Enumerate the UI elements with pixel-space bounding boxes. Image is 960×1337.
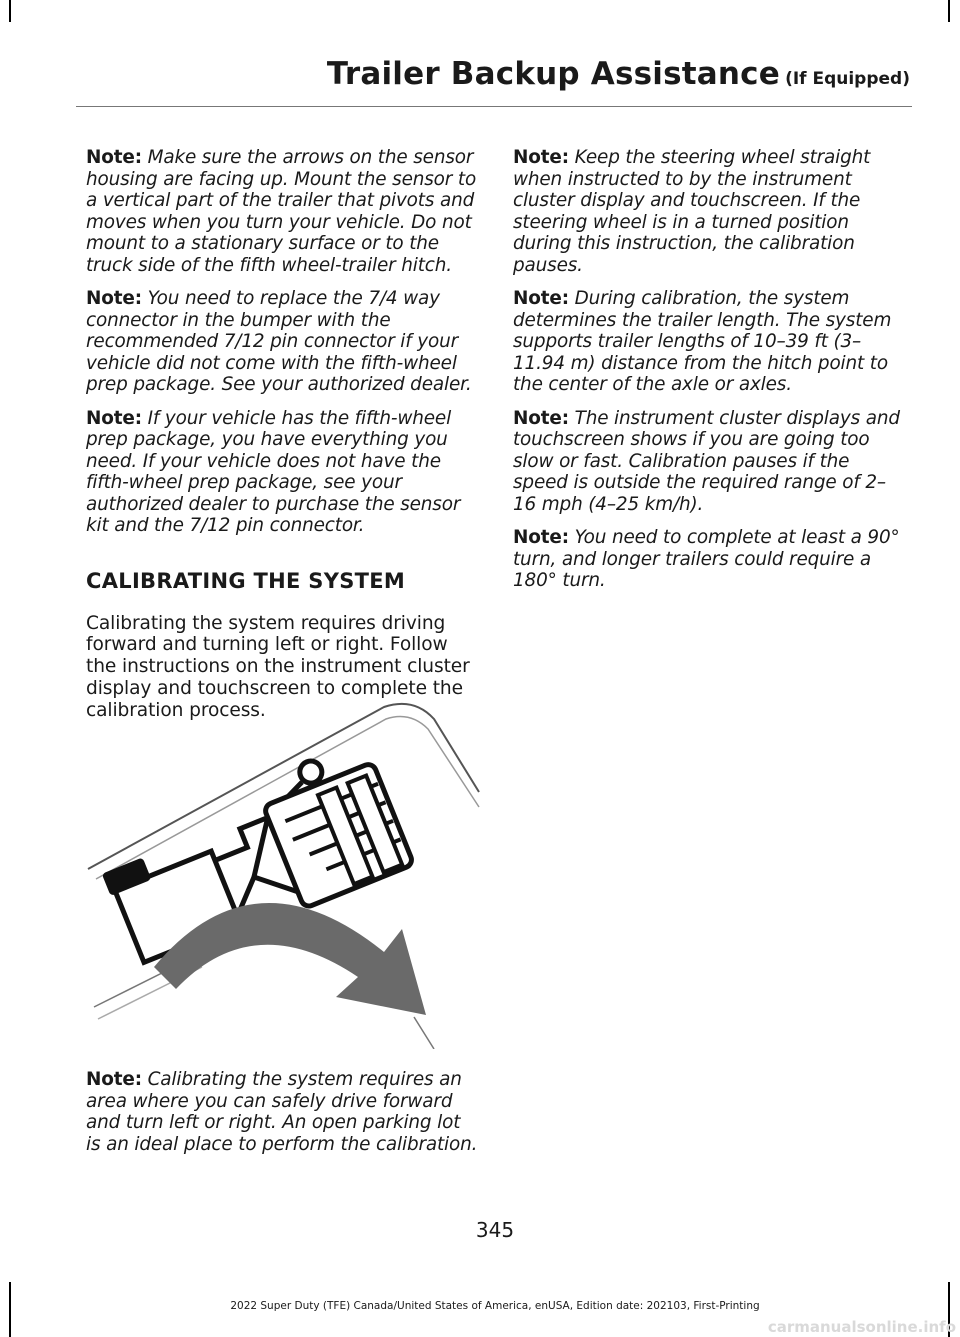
left-column [86,147,478,721]
note-label: Note: [513,527,569,548]
note-label: Note: [513,407,569,429]
note-text: You need to complete at least a 90° turn, and longer trailers could require a 180° turn. [513,527,900,591]
note-label: Note: [86,147,142,168]
note-text: Calibrating the system requires an area where you can safely drive forward and turn left or right. An open parking lot is an ideal place to perform the calibration. [86,1069,478,1155]
note-paragraph [513,527,905,592]
watermark: carmanualsonline.info [767,1318,956,1336]
header-divider [76,106,912,107]
calibration-illustration [84,697,480,1049]
page-title-suffix: (If Equipped) [785,69,910,89]
note-text: If your vehicle has the fifth-wheel prep package, you have everything you need. If your vehicle does not have the fifth-wheel prep package, see your authorized dealer to purchase the sensor kit and the 7/12 pin connector. [86,407,461,536]
note-paragraph [86,147,478,276]
note-paragraph [86,408,478,537]
note-label: Note: [86,288,142,309]
right-column [513,147,905,604]
page-title: Trailer Backup Assistance [326,56,780,92]
crop-mark-top-left [9,0,11,22]
note-paragraph [513,408,905,516]
page-number: 345 [475,1218,515,1242]
note-text: During calibration, the system determines the trailer length. The system supports trailer lengths of 10–39 ft (3–11.94 m) distance from the hitch point to the center of the axle or axles. [513,288,892,395]
note-paragraph [86,1069,478,1155]
section-body: Calibrating the system requires driving forward and turning left or right. Follow the instructions on the instrument cluster display and touchscreen to complete the calibration process. [86,612,470,721]
note-text: Keep the steering wheel straight when instructed to by the instrument cluster display and touchscreen. If the steering wheel is in a turned position during this instruction, the calibration pauses. [513,147,871,276]
note-paragraph [86,288,478,396]
page-footer: 2022 Super Duty (TFE) Canada/United States of America, enUSA, Edition date: 202103, First-Printing [230,1300,760,1312]
note-text: You need to replace the 7/4 way connector in the bumper with the recommended 7/12 pin connector if your vehicle did not come with the fifth-wheel prep package. See your authorized dealer. [86,288,472,395]
note-label: Note: [513,288,569,309]
note-label: Note: [86,407,142,429]
note-label: Note: [86,1069,142,1090]
crop-mark-top-right [948,0,950,22]
note-paragraph [513,147,905,276]
note-text: The instrument cluster displays and touchscreen shows if you are going too slow or fast. Calibration pauses if the speed is outside the required range of 2–16 mph (4–25 km/h). [513,407,900,515]
bottom-note [86,1069,478,1167]
trailer-turn-diagram [84,697,480,1049]
note-label: Note: [513,147,569,168]
section-heading: CALIBRATING THE SYSTEM [86,568,406,593]
note-paragraph [513,288,905,396]
note-text: Make sure the arrows on the sensor housing are facing up. Mount the sensor to a vertical part of the trailer that pivots and moves when you turn your vehicle. Do not mount to a stationary surface or to the truck side of the fifth wheel-trailer hitch. [86,147,477,276]
page-header [76,56,910,92]
